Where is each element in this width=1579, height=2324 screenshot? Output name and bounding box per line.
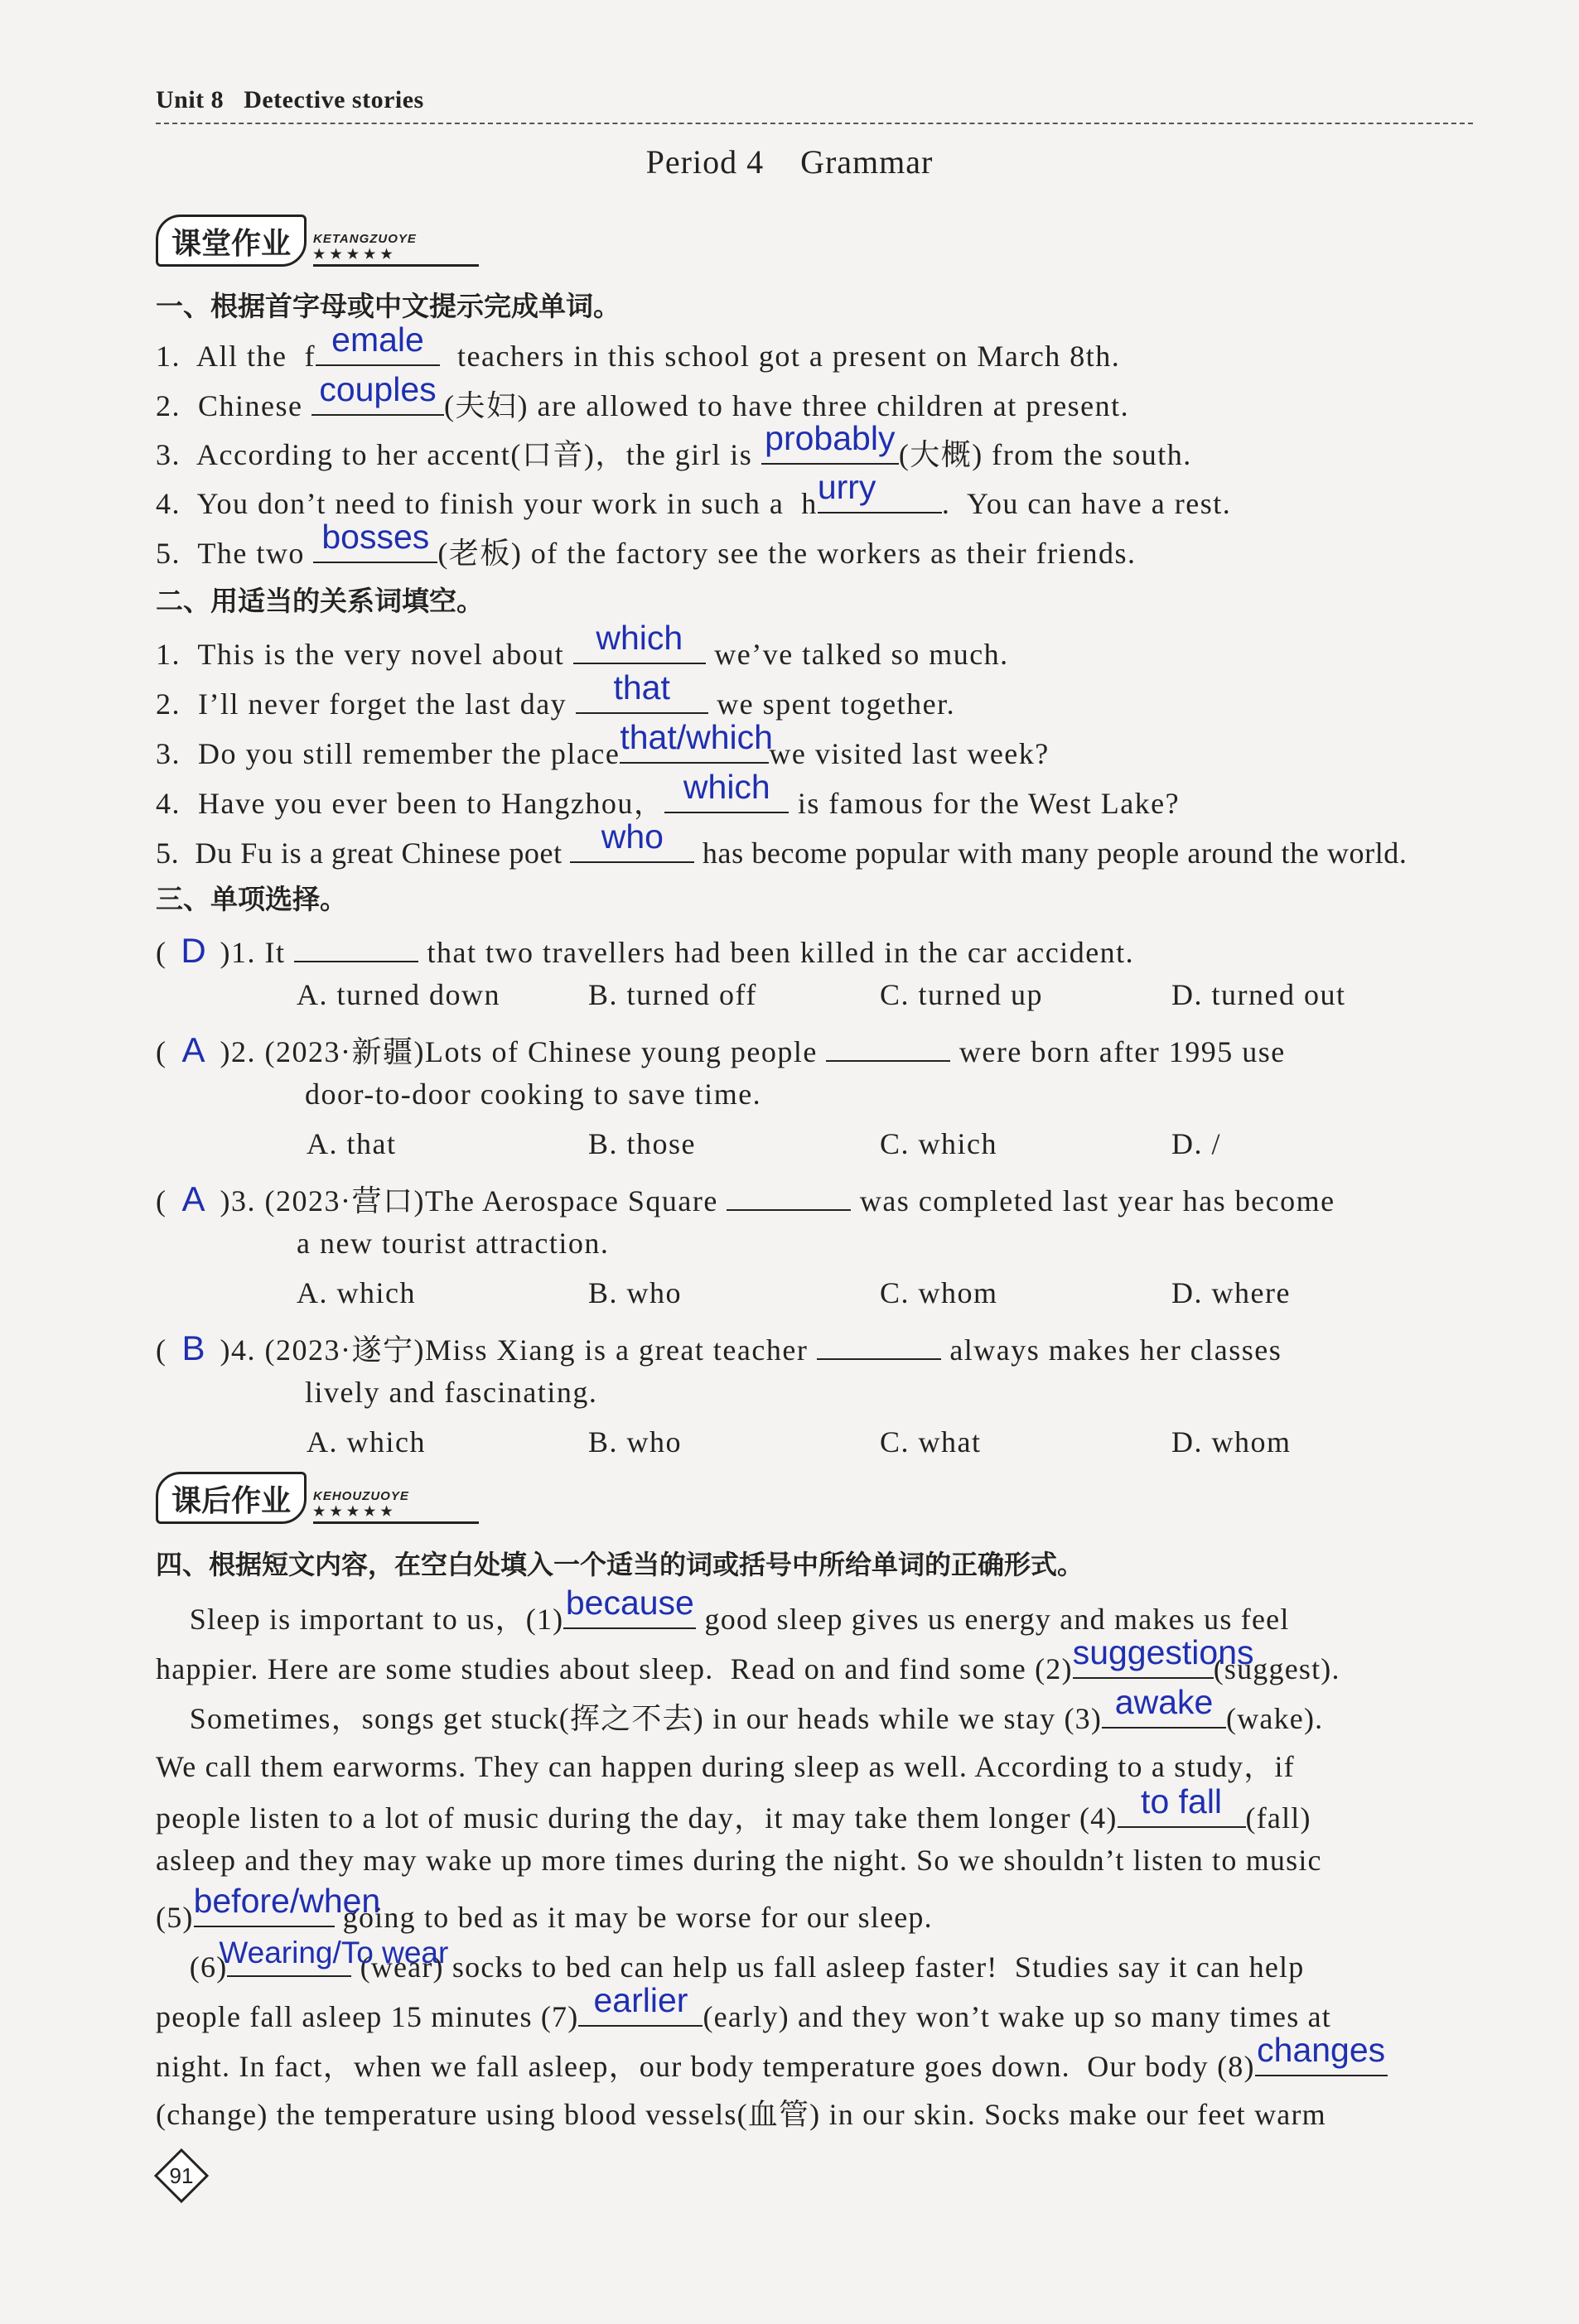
mc1-option-a: A. turned down [297,978,500,1011]
answer-text: changes [1257,2031,1386,2069]
answer-text: urry [817,468,876,506]
answer-text: to fall [1141,1782,1223,1820]
item-text: is famous for the West Lake? [789,787,1181,820]
passage-text: people listen to a lot of music during the day，it may take them longer (4) [156,1801,1118,1835]
section-heading-3: 三、单项选择。 [156,883,347,915]
passage-line-10 [156,2031,1473,2085]
passage-text: (suggest). [1213,1652,1340,1685]
answer-text: suggestions [1072,1633,1254,1671]
passage-text: (fall) [1245,1801,1311,1835]
passage-text: (early) and they won’t wake up so many times at [703,2000,1331,2033]
item-text: we visited last week? [769,737,1050,770]
mc-stem: that two travellers had been killed in the car accident. [418,936,1135,969]
homework-badge: 课后作业 [156,1472,307,1524]
item-text: . You can have a rest. [941,487,1232,520]
answer-text: awake [1114,1683,1214,1721]
classwork-pinyin-block [313,232,479,267]
item-text: (大概) from the south. [898,438,1192,471]
passage-text: (5) [156,1901,194,1934]
item-text: (夫妇) are allowed to have three children at present. [443,389,1130,422]
passage-text: night. In fact，when we fall asleep，our body temperature goes down. Our body (8) [156,2050,1255,2083]
mc-stem: was completed last year has become [851,1184,1335,1217]
part2-item-3 [156,718,1050,771]
page-number: 91 [169,2163,194,2188]
answer-text: couples [319,370,437,408]
item-text: 5. Du Fu is a great Chinese poet [156,837,571,870]
item-text: we’ve talked so much. [705,638,1009,671]
part2-item-5 [156,817,1408,870]
star-icon: ★★★★★ [313,248,398,262]
mc2-option-c: C. which [880,1127,997,1160]
mc1-option-d: D. turned out [1171,978,1346,1011]
mc3-option-c: C. whom [880,1276,998,1309]
mc-stem: (2023·新疆)Lots of Chinese young people [256,1035,827,1068]
homework-pinyin-block [313,1489,479,1524]
item-text: 4. Have you ever been to Hangzhou， [156,787,665,820]
mc-question-1: ( D )1. It that two travellers had been killed in the car accident. [156,928,1134,971]
star-icon: ★★★★★ [313,1505,398,1519]
item-text: has become popular with many people around the world. [694,837,1408,870]
answer-text: Wearing/To wear [219,1936,449,1970]
answer-blank [576,668,708,714]
mc-question-3: ( A )3. (2023·营口)The Aerospace Square was completed last year has become [156,1176,1335,1220]
page-title: Period 4 Grammar [645,143,934,181]
answer-blank [313,518,437,563]
answer-blank [761,419,899,465]
classwork-pinyin: KETANGZUOYE [313,232,417,246]
passage-line-4: We call them earworms. They can happen during sleep as well. According to a study，if [156,1750,1295,1783]
answer-blank [193,1882,381,1927]
mc4-option-d: D. whom [1171,1425,1292,1459]
answer-blank [817,468,942,513]
mc-stem: always makes her classes [940,1333,1282,1367]
homework-banner [156,1473,479,1524]
answer-blank [664,768,789,813]
mc-number: )3. [220,1184,256,1217]
passage-text: (wear) socks to bed can help us fall asleep faster! Studies say it can help [351,1950,1305,1984]
answer-blank [1072,1633,1254,1679]
part2-item-2 [156,668,956,721]
mc2-option-a: A. that [307,1127,397,1160]
passage-line-1 [156,1584,1473,1638]
page-number-badge [154,2148,209,2203]
passage-text: Sometimes，songs get stuck(挥之不去) in our heads while we stay (3) [156,1702,1103,1735]
answer-blank [727,1176,851,1211]
mc-question-2: ( A )2. (2023·新疆)Lots of Chinese young people were born after 1995 use [156,1027,1286,1071]
passage-line-3 [156,1683,1473,1738]
mc-answer: A [181,1179,205,1218]
answer-blank [817,1325,941,1360]
unit-title: Detective stories [244,86,424,113]
passage-text: going to bed as it may be worse for our sleep. [334,1901,933,1934]
classwork-badge: 课堂作业 [156,215,307,267]
answer-blank [578,1981,703,2027]
answer-blank [316,321,440,366]
mc-question-4: ( B )4. (2023·遂宁)Miss Xiang is a great teacher always makes her classes [156,1325,1282,1369]
part1-item-3 [156,419,1192,474]
answer-text: which [596,619,683,657]
answer-blank [1255,2031,1388,2076]
mc2-option-b: B. those [588,1127,697,1160]
mc2-continuation: door-to-door cooking to save time. [305,1078,762,1111]
passage-line-9 [156,1981,1473,2034]
passage-text: (6) [156,1950,228,1984]
answer-text: bosses [321,518,430,556]
answer-text: which [683,768,770,806]
answer-blank [563,1584,696,1629]
mc3-option-a: A. which [297,1276,416,1309]
answer-blank [620,718,773,764]
item-text: 2. I’ll never forget the last day [156,687,576,721]
mc4-option-c: C. what [880,1425,982,1459]
answer-blank [311,370,444,416]
banner-rule [313,1521,479,1524]
section-heading-1: 一、根据首字母或中文提示完成单词。 [156,290,620,322]
part1-item-1 [156,321,1121,374]
classwork-banner [156,215,479,267]
section-heading-2: 二、用适当的关系词填空。 [156,585,484,617]
mc3-continuation: a new tourist attraction. [297,1227,610,1260]
passage-line-6: asleep and they may wake up more times during the night. So we shouldn’t listen to music [156,1844,1322,1877]
item-text: we spent together. [707,687,956,721]
mc-stem: (2023·营口)The Aerospace Square [256,1184,727,1217]
answer-text: who [601,817,664,856]
mc-answer: B [181,1328,205,1367]
passage-line-8 [156,1936,1473,1984]
answer-text: that/which [620,718,773,756]
mc-number: )2. [220,1035,256,1068]
mc3-option-d: D. where [1171,1276,1291,1309]
passage-text: good sleep gives us energy and makes us feel [696,1603,1290,1636]
part1-item-5 [156,518,1137,572]
answer-blank [1118,1782,1246,1828]
homework-pinyin: KEHOUZUOYE [313,1489,409,1503]
running-header [156,86,424,114]
passage-text: people fall asleep 15 minutes (7) [156,2000,579,2033]
passage-line-11: (change) the temperature using blood vessels(血管) in our skin. Socks make our feet warm [156,2098,1326,2131]
mc1-option-c: C. turned up [880,978,1043,1011]
item-text: 2. Chinese [156,389,311,422]
mc4-continuation: lively and fascinating. [305,1376,598,1409]
passage-text: (wake). [1226,1702,1324,1735]
mc-number: )1. [220,936,256,969]
item-text: 5. The two [156,537,314,570]
answer-text: that [613,668,670,706]
part1-item-2 [156,370,1130,425]
section-heading-4: 四、根据短文内容，在空白处填入一个适当的词或括号中所给单词的正确形式。 [156,1549,1084,1580]
item-text: 3. Do you still remember the place [156,737,620,770]
mc4-option-b: B. who [588,1425,683,1459]
answer-text: probably [765,419,896,457]
item-text: teachers in this school got a present on March 8th. [439,340,1121,373]
mc-stem: It [256,936,294,969]
passage-text: Sleep is important to us，(1) [156,1603,564,1636]
item-text: (老板) of the factory see the workers as their friends. [437,537,1137,570]
mc2-option-d: D. / [1171,1127,1221,1160]
answer-text: because [565,1584,694,1622]
mc-stem: (2023·遂宁)Miss Xiang is a great teacher [256,1333,817,1367]
answer-text: earlier [593,1981,688,2019]
item-text: 3. According to her accent(口音)，the girl is [156,438,761,471]
mc3-option-b: B. who [588,1276,683,1309]
mc-answer: D [181,931,206,970]
mc4-option-a: A. which [307,1425,426,1459]
answer-blank [826,1027,950,1062]
unit-label: Unit 8 [156,86,225,113]
answer-text: before/when [193,1882,381,1920]
part2-item-4 [156,768,1181,822]
passage-line-7 [156,1882,1473,1935]
mc-answer: A [181,1030,205,1069]
answer-text: emale [331,321,424,359]
part1-item-4 [156,468,1232,521]
part2-item-1 [156,619,1009,672]
answer-blank [294,928,418,962]
mc1-option-b: B. turned off [588,978,757,1011]
item-text: 1. All the f [156,340,316,373]
item-text: 4. You don’t need to finish your work in such a h [156,487,818,520]
passage-line-2 [156,1633,1473,1686]
passage-text: happier. Here are some studies about sleep. Read on and find some (2) [156,1652,1073,1685]
answer-blank [219,1936,449,1977]
answer-blank [573,619,706,664]
answer-blank [570,817,694,863]
passage-line-5 [156,1782,1473,1837]
header-divider [156,123,1473,124]
banner-rule [313,264,479,267]
answer-blank [1102,1683,1226,1729]
item-text: 1. This is the very novel about [156,638,573,671]
mc-number: )4. [220,1333,256,1367]
mc-stem: were born after 1995 use [950,1035,1286,1068]
